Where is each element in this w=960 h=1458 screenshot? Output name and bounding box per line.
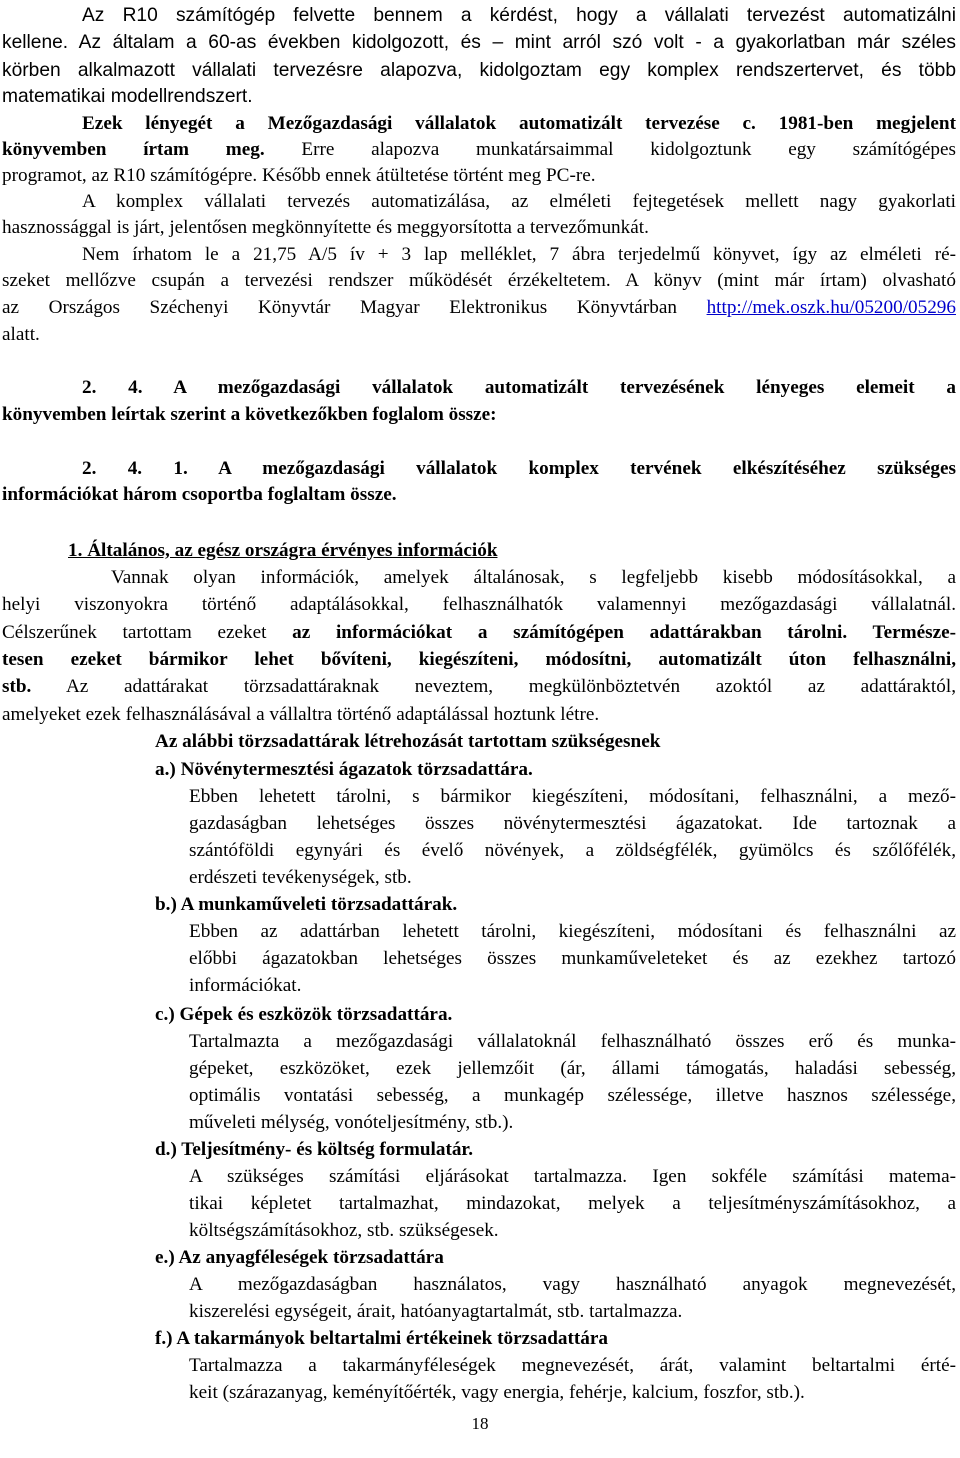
item-line: gépeket, eszközöket, ezek jellemzőit (ár, állami támogatás, haladási sebesség, bbox=[189, 1058, 956, 1079]
paragraph-line: alatt. bbox=[2, 324, 40, 345]
item-line: A szükséges számítási eljárásokat tartalmazza. Igen sokféle számítási matema- bbox=[189, 1166, 956, 1187]
item-line: gazdaságban lehetséges összes növénytermesztési ágazatokat. Ide tartoznak a bbox=[189, 813, 956, 834]
item-line: Ebben az adattárban lehetett tárolni, kiegészíteni, módosítani és felhasználni az bbox=[189, 921, 956, 942]
paragraph-line: Vannak olyan információk, amelyek általánosak, s legfeljebb kisebb módosításokkal, a bbox=[111, 567, 956, 588]
paragraph-line bbox=[2, 295, 956, 321]
item-line: erdészeti tevékenységek, stb. bbox=[189, 867, 412, 888]
text: Az adattárakat törzsadattáraknak neveztem, megkülönböztetvén azoktól az adattáraktól, bbox=[31, 676, 956, 697]
item-title-f: f.) A takarmányok beltartalmi értékeinek törzsadattára bbox=[155, 1328, 608, 1349]
item-line: költségszámításokhoz, stb. szükségesek. bbox=[189, 1220, 499, 1241]
paragraph-line bbox=[2, 620, 956, 646]
text: Célszerűnek tartottam ezeket bbox=[2, 622, 293, 643]
paragraph-line: tesen ezeket bármikor lehet bővíteni, kiegészíteni, módosítni, automatizált úton felhasználni, bbox=[2, 649, 956, 670]
list-heading: 1. Általános, az egész országra érvényes információk bbox=[68, 540, 498, 561]
item-line: A mezőgazdaságban használatos, vagy használható anyagok megnevezését, bbox=[189, 1274, 956, 1295]
section-heading: könyvemben leírtak szerint a következőkben foglalom össze: bbox=[2, 404, 497, 425]
item-line: információkat. bbox=[189, 975, 302, 996]
subsection-heading: információkat három csoportba foglaltam össze. bbox=[2, 484, 397, 505]
item-line: előbbi ágazatokban lehetséges összes munkaműveleteket és az ezekhez tartozó bbox=[189, 948, 956, 969]
paragraph-line: helyi viszonyokra történő adaptálásokkal, felhasználhatók valamennyi mezőgazdasági vállalatnál. bbox=[2, 594, 956, 615]
item-line: műveleti mélység, vonóteljesítmény, stb.). bbox=[189, 1112, 514, 1133]
item-title-e: e.) Az anyagféleségek törzsadattára bbox=[155, 1247, 444, 1268]
item-title-c: c.) Gépek és eszközök törzsadattára. bbox=[155, 1004, 453, 1025]
section-heading: 2. 4. A mezőgazdasági vállalatok automatizált tervezésének lényeges elemeit a bbox=[82, 377, 956, 398]
paragraph-line: Ezek lényegét a Mezőgazdasági vállalatok automatizált tervezése c. 1981-ben megjelent bbox=[82, 113, 956, 134]
text: Erre alapozva munkatársaimmal kidolgoztunk egy számítógépes bbox=[264, 139, 956, 160]
bold-text: az információkat a számítógépen adattárakban tárolni. Természe- bbox=[292, 622, 956, 643]
item-title-a: a.) Növénytermesztési ágazatok törzsadattára. bbox=[155, 759, 533, 780]
item-line: kiszerelési egységeit, árait, hatóanyagtartalmát, stb. tartalmazza. bbox=[189, 1301, 683, 1322]
text: az Országos Széchenyi Könyvtár Magyar Elektronikus Könyvtárban bbox=[2, 297, 707, 318]
paragraph-line: amelyeket ezek felhasználásával a vállaltra történő adaptálással hoztunk létre. bbox=[2, 704, 600, 725]
oszk-link[interactable]: http://mek.oszk.hu/05200/05296 bbox=[706, 297, 956, 318]
paragraph-line: A komplex vállalati tervezés automatizálása, az elméleti fejtegetések mellett nagy gyakorlati bbox=[82, 191, 956, 212]
item-line: tikai képletet tartalmazhat, mindazokat, melyek a teljesítményszámításokhoz, a bbox=[189, 1193, 956, 1214]
paragraph-line: Nem írhatom le a 21,75 A/5 ív + 3 lap melléklet, 7 ábra terjedelmű könyvet, így az elméleti ré- bbox=[82, 244, 956, 265]
item-line: szántóföldi egynyári és évelő növények, a zöldségfélék, gyümölcs és szőlőfélék, bbox=[189, 840, 956, 861]
bold-text: könyvemben írtam meg. bbox=[2, 139, 265, 160]
paragraph-line: hasznossággal is járt, jelentősen megkönnyítette és meggyorsította a tervezőmunkát. bbox=[2, 217, 649, 238]
paragraph-line: szeket mellőzve csupán a tervezési rendszer működését érzékeltetem. A könyv (mint már írtam) olvasható bbox=[2, 270, 956, 291]
paragraph-line: matematikai modellrendszert. bbox=[2, 86, 253, 107]
paragraph-line: programot, az R10 számítógépre. Később ennek átültetése történt meg PC-re. bbox=[2, 165, 596, 186]
item-line: optimális vontatási sebesség, a munkagép szélessége, illetve hasznos szélessége, bbox=[189, 1085, 956, 1106]
paragraph-line bbox=[2, 137, 956, 163]
item-title-b: b.) A munkaműveleti törzsadattárak. bbox=[155, 894, 458, 915]
item-line: Ebben lehetett tárolni, s bármikor kiegészíteni, módosítani, felhasználni, a mező- bbox=[189, 786, 956, 807]
item-title-d: d.) Teljesítmény- és költség formulatár. bbox=[155, 1139, 473, 1160]
paragraph-line bbox=[2, 674, 956, 700]
paragraph-line: körben alkalmazott vállalati tervezésre alapozva, kidolgoztam egy komplex rendszertervet, és több bbox=[2, 60, 956, 81]
subsection-heading: 2. 4. 1. A mezőgazdasági vállalatok komplex tervének elkészítéséhez szükséges bbox=[82, 458, 956, 479]
paragraph-line: kellene. Az általam a 60-as években kidolgozott, és – mint arról szó volt - a gyakorlatban már széles bbox=[2, 32, 956, 53]
list-intro: Az alábbi törzsadattárak létrehozását tartottam szükségesnek bbox=[155, 731, 661, 752]
item-line: Tartalmazta a mezőgazdasági vállalatoknál felhasználható összes erő és munka- bbox=[189, 1031, 956, 1052]
item-line: keit (szárazanyag, keményítőérték, vagy energia, fehérje, kalcium, foszfor, stb.). bbox=[189, 1382, 805, 1403]
paragraph-line: Az R10 számítógép felvette bennem a kérdést, hogy a vállalati tervezést automatizálni bbox=[82, 5, 956, 26]
bold-text: stb. bbox=[2, 676, 32, 697]
page-number: 18 bbox=[471, 1414, 489, 1433]
item-line: Tartalmazza a takarmányféleségek megnevezését, árát, valamint beltartalmi érté- bbox=[189, 1355, 956, 1376]
